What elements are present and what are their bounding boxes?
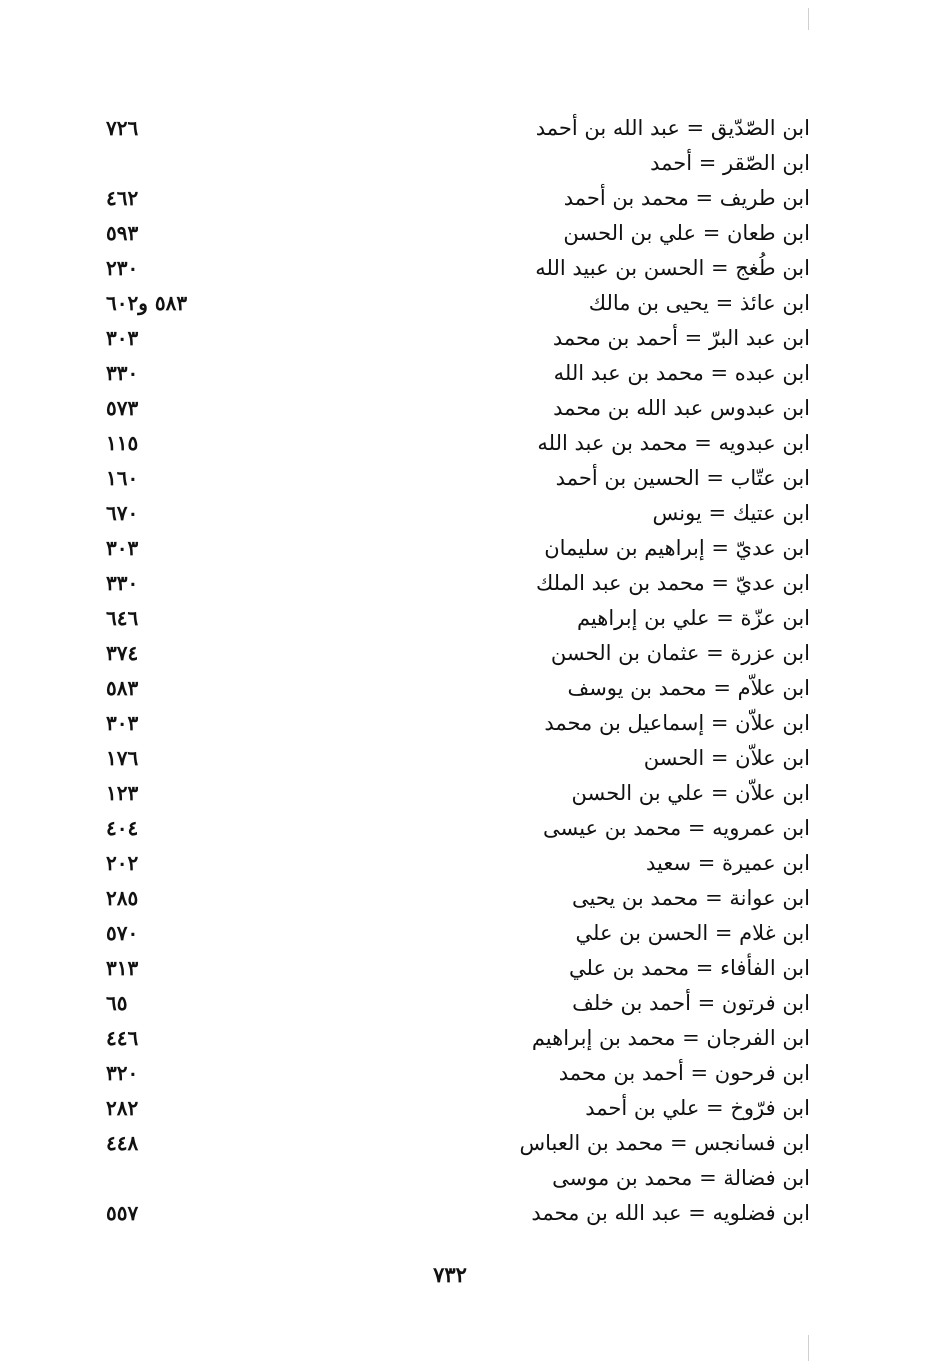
entry-page-reference: ٤٠٤ (106, 816, 139, 840)
index-entry (100, 181, 810, 216)
entry-name: ابن عبدويه = محمد بن عبد الله (537, 431, 810, 455)
scan-speck (808, 8, 809, 30)
entry-page-reference: ١٧٦ (106, 746, 139, 770)
entry-name: ابن الصّقر = أحمد (650, 151, 810, 175)
entry-page-reference: ٣٠٣ (106, 536, 139, 560)
entry-name: ابن طُغج = الحسن بن عبيد الله (535, 256, 810, 280)
entry-name: ابن الصّدّيق = عبد الله بن أحمد (535, 116, 810, 140)
index-entry (100, 916, 810, 951)
name-index-list (100, 111, 810, 1231)
entry-page-reference: ٣٠٣ (106, 711, 139, 735)
index-entry (100, 601, 810, 636)
entry-page-reference: ٣٣٠ (106, 361, 139, 385)
index-entry (100, 426, 810, 461)
entry-name: ابن عائذ = يحيى بن مالك (588, 291, 810, 315)
entry-name: ابن عتيك = يونس (652, 501, 810, 525)
entry-name: ابن علاّن = علي بن الحسن (571, 781, 810, 805)
index-entry (100, 706, 810, 741)
entry-name: ابن عزّة = علي بن إبراهيم (576, 606, 810, 630)
entry-name: ابن علاّم = محمد بن يوسف (567, 676, 810, 700)
index-entry (100, 1161, 810, 1196)
entry-page-reference: ٥٥٧ (106, 1201, 139, 1225)
index-entry (100, 741, 810, 776)
index-entry (100, 1126, 810, 1161)
entry-name: ابن عبدوس عبد الله بن محمد (553, 396, 810, 420)
entry-name: ابن فرّوخ = علي بن أحمد (585, 1096, 810, 1120)
entry-name: ابن فسانجس = محمد بن العباس (519, 1131, 810, 1155)
index-entry (100, 881, 810, 916)
index-entry (100, 461, 810, 496)
entry-page-reference: ٥٩٣ (106, 221, 139, 245)
entry-name: ابن عبد البرّ = أحمد بن محمد (552, 326, 810, 350)
entry-name: ابن عبده = محمد بن عبد الله (553, 361, 810, 385)
entry-page-reference: ٢٨٥ (106, 886, 139, 910)
index-entry (100, 496, 810, 531)
index-entry (100, 531, 810, 566)
scan-speck (808, 1335, 809, 1361)
entry-page-reference: ٥٨٣ (106, 676, 139, 700)
index-entry (100, 776, 810, 811)
page-number: ٧٣٢ (433, 1262, 467, 1287)
index-entry (100, 146, 810, 181)
entry-page-reference: ٢٠٢ (106, 851, 139, 875)
index-entry (100, 286, 810, 321)
index-entry (100, 566, 810, 601)
index-entry (100, 986, 810, 1021)
entry-page-reference: ٤٦٢ (106, 186, 139, 210)
entry-page-reference: ٤٤٨ (106, 1131, 139, 1155)
entry-page-reference: ٢٨٢ (106, 1096, 139, 1120)
entry-page-reference: ٥٨٣ و٦٠٢ (106, 291, 188, 315)
entry-page-reference: ٣٢٠ (106, 1061, 139, 1085)
index-entry (100, 1196, 810, 1231)
entry-page-reference: ١١٥ (106, 431, 139, 455)
entry-name: ابن عديّ = إبراهيم بن سليمان (544, 536, 810, 560)
index-entry (100, 636, 810, 671)
index-entry (100, 251, 810, 286)
entry-name: ابن الفأفاء = محمد بن علي (569, 956, 810, 980)
index-entry (100, 321, 810, 356)
index-entry (100, 216, 810, 251)
index-entry (100, 1021, 810, 1056)
entry-name: ابن طعان = علي بن الحسن (563, 221, 810, 245)
entry-name: ابن عتّاب = الحسين بن أحمد (555, 466, 810, 490)
entry-name: ابن فضلويه = عبد الله بن محمد (531, 1201, 810, 1225)
entry-page-reference: ٧٢٦ (106, 116, 139, 140)
entry-name: ابن عمرويه = محمد بن عيسى (542, 816, 810, 840)
entry-name: ابن فرحون = أحمد بن محمد (558, 1061, 810, 1085)
entry-page-reference: ٥٧٣ (106, 396, 139, 420)
entry-name: ابن غلام = الحسن بن علي (575, 921, 810, 945)
entry-page-reference: ٤٤٦ (106, 1026, 139, 1050)
entry-page-reference: ٣٠٣ (106, 326, 139, 350)
index-entry (100, 846, 810, 881)
index-entry (100, 671, 810, 706)
index-entry (100, 1091, 810, 1126)
entry-name: ابن علاّن = إسماعيل بن محمد (544, 711, 810, 735)
entry-page-reference: ٢٣٠ (106, 256, 139, 280)
index-entry (100, 111, 810, 146)
index-entry (100, 391, 810, 426)
entry-name: ابن طريف = محمد بن أحمد (563, 186, 810, 210)
entry-page-reference: ٦٤٦ (106, 606, 139, 630)
entry-name: ابن فرتون = أحمد بن خلف (572, 991, 810, 1015)
entry-page-reference: ٣١٣ (106, 956, 139, 980)
index-entry (100, 356, 810, 391)
entry-name: ابن عميرة = سعيد (646, 851, 810, 875)
entry-name: ابن عوانة = محمد بن يحيى (572, 886, 810, 910)
entry-page-reference: ١٢٣ (106, 781, 139, 805)
entry-page-reference: ٥٧٠ (106, 921, 139, 945)
entry-page-reference: ٦٥ (106, 991, 128, 1015)
entry-name: ابن علاّن = الحسن (643, 746, 810, 770)
entry-name: ابن فضالة = محمد بن موسى (552, 1166, 810, 1190)
entry-name: ابن عديّ = محمد بن عبد الملك (535, 571, 810, 595)
index-entry (100, 811, 810, 846)
entry-name: ابن الفرجان = محمد بن إبراهيم (531, 1026, 810, 1050)
entry-name: ابن عزرة = عثمان بن الحسن (550, 641, 810, 665)
entry-page-reference: ٦٧٠ (106, 501, 139, 525)
entry-page-reference: ٣٧٤ (106, 641, 139, 665)
entry-page-reference: ١٦٠ (106, 466, 139, 490)
entry-page-reference: ٣٣٠ (106, 571, 139, 595)
index-entry (100, 1056, 810, 1091)
index-entry (100, 951, 810, 986)
